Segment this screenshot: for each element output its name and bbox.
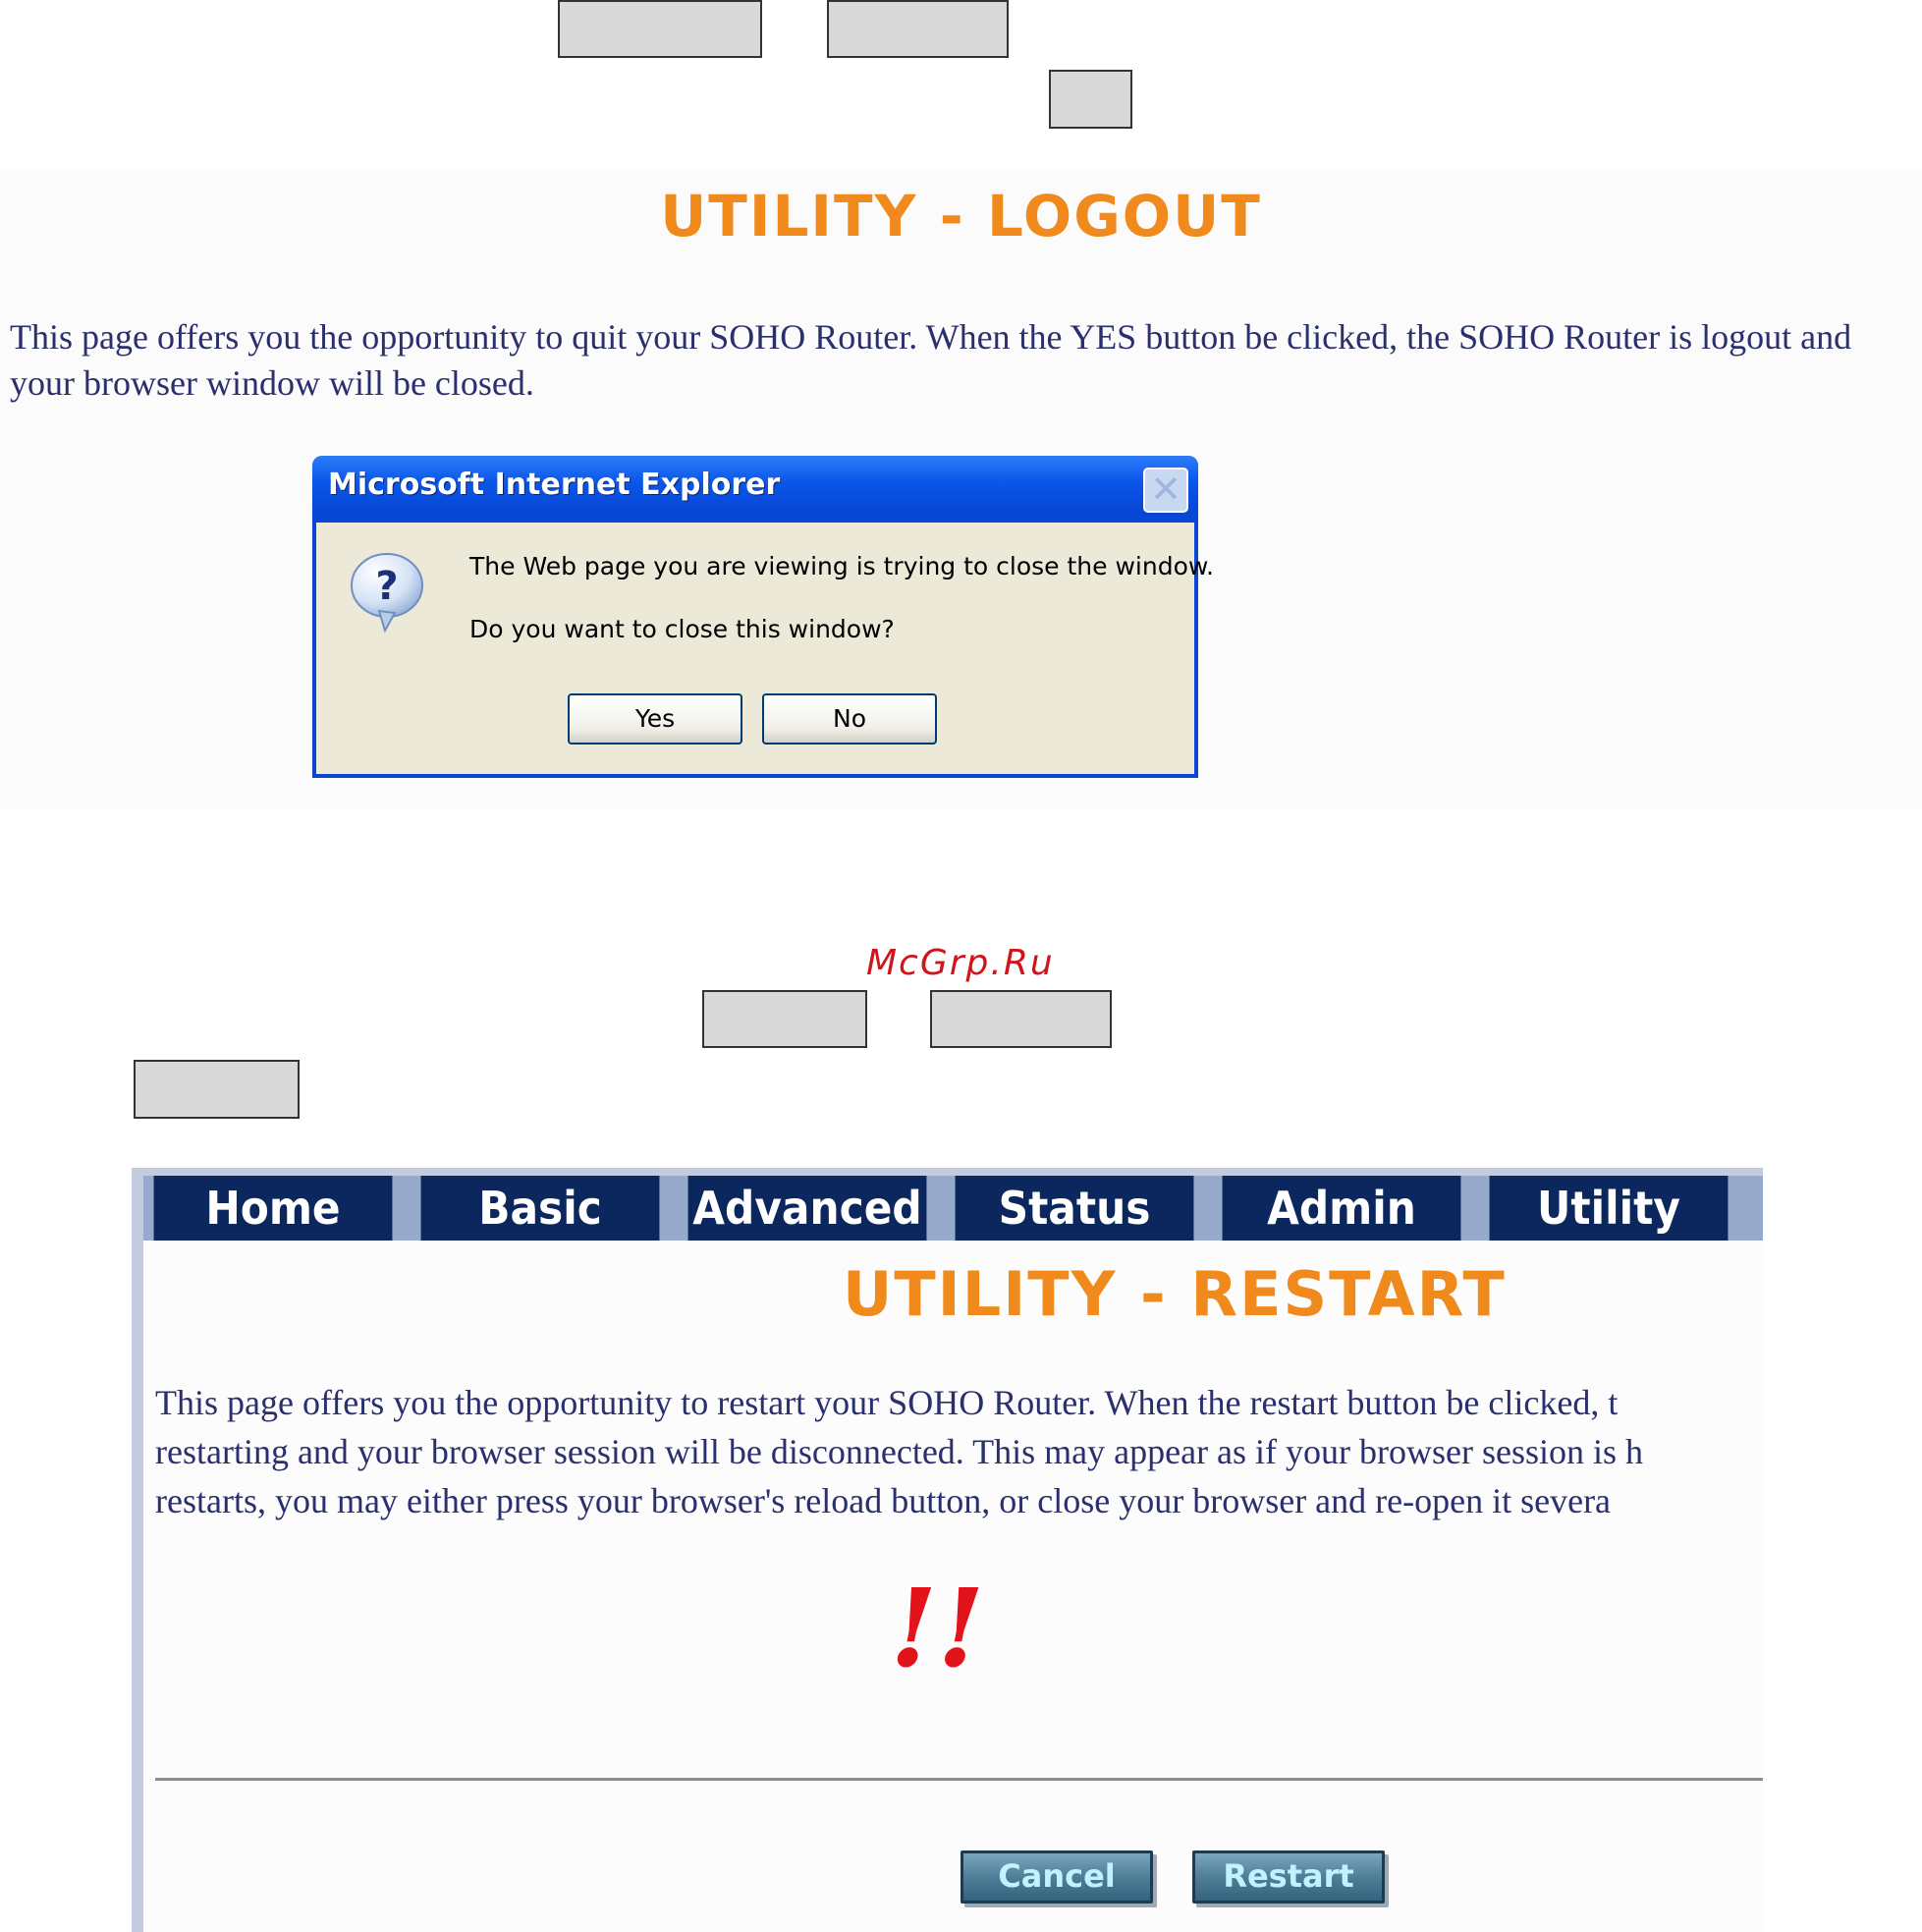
- description-line: restarting and your browser session will be disconnected. This may appear as if your browser session is h: [155, 1432, 1644, 1471]
- page-description: This page offers you the opportunity to quit your SOHO Router. When the YES button be clicked, the SOHO Router is logout and your browser window will be closed.: [10, 317, 1852, 403]
- page-description: [155, 1378, 1763, 1525]
- dialog-titlebar: [312, 456, 1198, 523]
- logout-screenshot: [0, 169, 1922, 809]
- restart-content: [143, 1241, 1763, 1932]
- redaction-box: [1049, 70, 1132, 129]
- watermark: McGrp.Ru: [866, 943, 1055, 983]
- dialog-question: Do you want to close this window?: [469, 615, 895, 643]
- nav-tab-utility[interactable]: Utility: [1490, 1176, 1729, 1241]
- redaction-box: [558, 0, 762, 58]
- page-title: UTILITY - LOGOUT: [660, 183, 1262, 249]
- description-line: restarts, you may either press your browser's reload button, or close your browser and re-open it severa: [155, 1481, 1612, 1520]
- nav-tab-admin[interactable]: Admin: [1223, 1176, 1461, 1241]
- dialog-message: The Web page you are viewing is trying to close the window.: [469, 552, 1214, 580]
- ie-confirm-dialog: [312, 456, 1214, 778]
- restart-screenshot: [132, 1168, 1763, 1932]
- warning-icon: !!: [890, 1565, 985, 1691]
- redaction-box: [930, 990, 1112, 1048]
- nav-tab-home[interactable]: Home: [154, 1176, 393, 1241]
- divider: [155, 1778, 1763, 1782]
- question-icon: [346, 550, 428, 633]
- svg-text:?: ?: [375, 564, 399, 609]
- redaction-box: [827, 0, 1009, 58]
- nav-bar: [143, 1176, 1763, 1241]
- cancel-button[interactable]: Cancel: [961, 1850, 1153, 1904]
- nav-tab-basic[interactable]: Basic: [421, 1176, 660, 1241]
- dialog-title: Microsoft Internet Explorer: [328, 468, 781, 502]
- no-button[interactable]: No: [762, 693, 937, 745]
- nav-tab-status[interactable]: Status: [956, 1176, 1194, 1241]
- redaction-box: [702, 990, 867, 1048]
- nav-tab-advanced[interactable]: Advanced: [688, 1176, 927, 1241]
- page-title: UTILITY - RESTART: [843, 1258, 1507, 1330]
- description-line: This page offers you the opportunity to restart your SOHO Router. When the restart button be clicked, t: [155, 1383, 1619, 1422]
- redaction-box: [134, 1060, 300, 1119]
- yes-button[interactable]: Yes: [568, 693, 742, 745]
- restart-button[interactable]: Restart: [1192, 1850, 1385, 1904]
- close-icon[interactable]: ✕: [1143, 468, 1188, 513]
